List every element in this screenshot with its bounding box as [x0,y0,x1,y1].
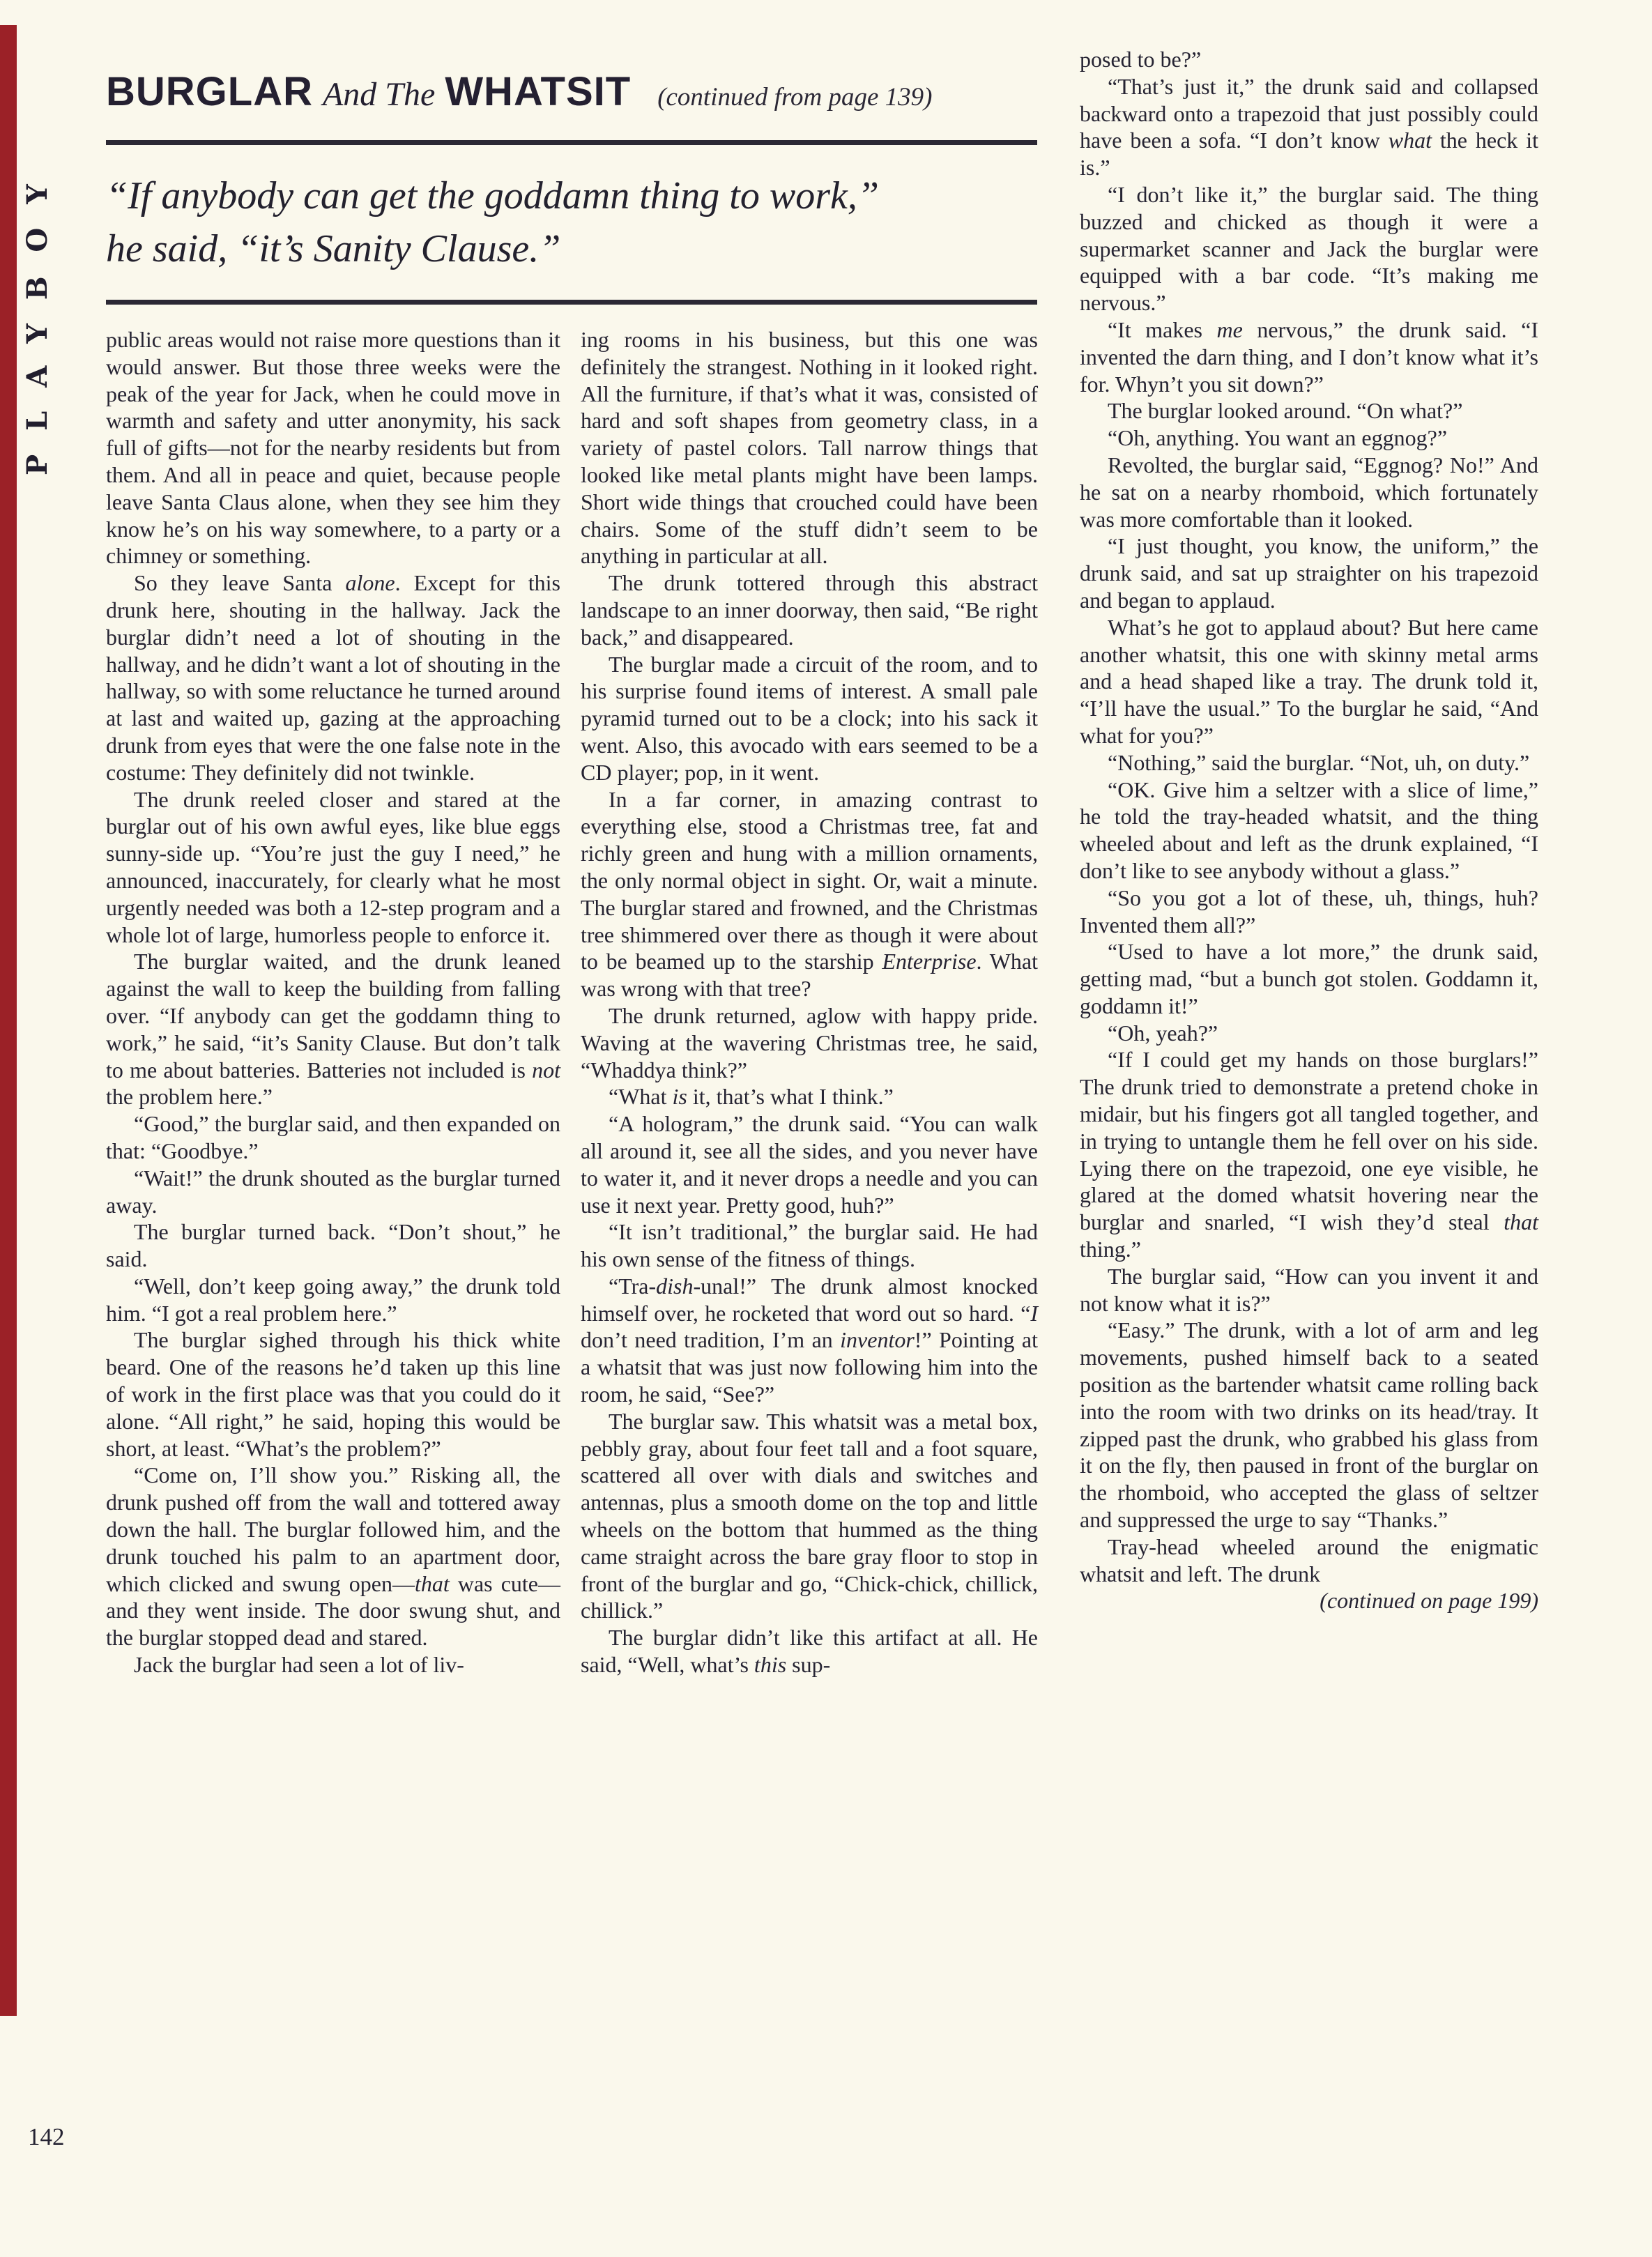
paragraph: Tray-head wheeled around the enigmatic whatsit and left. The drunk [1080,1533,1538,1586]
paragraph: The drunk reeled closer and stared at the burglar out of his own awful eyes, like blue eggs sunny-side up. “You’re just the guy I need,” he announced, inaccurately, for clearly what he most urgently needed was both a 12-step program and a whole lot of large, humorless people to enforce it. [106,786,560,947]
paragraph: “Nothing,” said the burglar. “Not, uh, on duty.” [1108,749,1530,775]
paragraph: “So you got a lot of these, uh, things, huh? Invented them all?” [1080,885,1538,938]
paragraph: In a far corner, in amazing contrast to everything else, stood a Christmas tree, fat and richly green and hung with a million ornaments, the only normal object in sight. Or, wait a minute. The burglar stared and frowned, and the Christmas tree shimmered over there as though it were about to be beamed up to the starship Enterprise. What was wrong with that tree? [581,786,1039,1002]
paragraph: posed to be?” [1080,47,1202,72]
paragraph: The burglar turned back. “Don’t shout,” he said. [106,1219,560,1272]
paragraph: “Come on, I’ll show you.” Risking all, the drunk pushed off from the wall and tottered away down the hall. The burglar followed him, and the drunk touched his palm to an apartment door, which clicked and swung open—that was cute—and they went inside. The door swung shut, and the burglar stopped dead and stared. [106,1462,561,1651]
magazine-spine-title: PLAYBOY [21,160,54,475]
paragraph: “I don’t like it,” the burglar said. The thing buzzed and chicked as though it were a supermarket scanner and Jack the burglar were equipped with a bar code. “It’s making me nervous.” [1080,181,1538,316]
paragraph: The burglar waited, and the drunk leaned against the wall to keep the building from falling over. “If anybody can get the goddamn thing to work,” he said, “it’s Sanity Clause. But don’t talk to me about batteries. Batteries not included is not the problem here.” [106,949,560,1110]
paragraph: The burglar saw. This whatsit was a metal box, pebbly gray, about four feet tall and a foot square, scattered all over with dials and switches and antennas, plus a smooth dome on the top and little wheels on the bottom that hummed as the thing came straight across the bare gray floor to stop in front of the burglar and go, “Chick-chick, chillick, chillick.” [581,1408,1038,1623]
text-column-1 [106,326,560,1678]
paragraph: So they leave Santa alone. Except for this drunk here, shouting in the hallway. Jack the burglar didn’t need a lot of shouting in the hallway, and he didn’t want a lot of shouting in the hallway, so with some reluctance he turned around at last and waited up, gazing at the approaching drunk from eyes that were the one false note in the costume: They definitely did not twinkle. [106,570,561,785]
paragraph: The burglar looked around. “On what?” [1108,398,1463,424]
article-title-part1: BURGLAR [106,69,313,114]
paragraph: The burglar didn’t like this artifact at all. He said, “Well, what’s this sup- [581,1625,1038,1678]
pull-quote [106,169,1054,275]
paragraph: “It isn’t traditional,” the burglar said. He had his own sense of the fitness of things. [581,1219,1038,1272]
paragraph: Jack the burglar had seen a lot of liv- [134,1652,464,1678]
paragraph: “Wait!” the drunk shouted as the burglar turned away. [106,1165,560,1218]
paragraph: “Well, don’t keep going away,” the drunk told him. “I got a real problem here.” [106,1273,560,1326]
paragraph: “A hologram,” the drunk said. “You can walk all around it, see all the sides, and you never have to water it, and it never drops a needle and you can use it next year. Pretty good, huh?” [581,1111,1038,1218]
paragraph: “Tra-dish-unal!” The drunk almost knocked himself over, he rocketed that word out so hard. “I don’t need tradition, I’m an inventor!” Pointing at a whatsit that was just now following him into the room, he said, “See?” [581,1273,1038,1407]
paragraph: (continued on page 199) [1320,1588,1538,1614]
paragraph: “Oh, yeah?” [1108,1020,1218,1046]
paragraph: “What is it, that’s what I think.” [609,1084,894,1110]
paragraph: What’s he got to applaud about? But here came another whatsit, this one with skinny metal arms and a head shaped like a tray. The drunk told it, “I’ll have the usual.” To the burglar he said, “And what for you?” [1080,614,1538,748]
continued-from-note: (continued from page 139) [657,83,933,112]
pull-quote-line-2: he said, “it’s Sanity Clause.” [106,227,561,270]
pull-quote-line-1: “If anybody can get the goddamn thing to work,” [106,174,880,217]
paragraph: “Oh, anything. You want an eggnog?” [1108,425,1448,451]
pull-quote-rule [106,300,1037,305]
paragraph: The burglar made a circuit of the room, and to his surprise found items of interest. A small pale pyramid turned out to be a clock; into his sack it went. Also, this avocado with ears seemed to be a CD player; pop, in it went. [581,651,1038,785]
paragraph: Revolted, the burglar said, “Eggnog? No!” And he sat on a nearby rhomboid, which fortunately was more comfortable than it looked. [1080,452,1538,532]
article-title-connector: And The [322,76,436,113]
paragraph: “Good,” the burglar said, and then expanded on that: “Goodbye.” [106,1111,560,1163]
paragraph: The burglar said, “How can you invent it and not know what it is?” [1080,1263,1538,1316]
header-rule [106,140,1037,145]
article-title-part2: WHATSIT [445,69,632,114]
text-column-3 [1080,46,1538,1614]
paragraph: “OK. Give him a seltzer with a slice of lime,” he told the tray-headed whatsit, and the thing wheeled about and left as the drunk explained, “I don’t like to see anybody without a glass.” [1080,776,1538,883]
paragraph: “That’s just it,” the drunk said and collapsed backward onto a trapezoid that just possibly could have been a sofa. “I don’t know what the heck it is.” [1080,73,1538,181]
paragraph: “Easy.” The drunk, with a lot of arm and leg movements, pushed himself back to a seated position as the bartender whatsit came rolling back into the room with two drinks on its head/tray. It zipped past the drunk, who grabbed his glass from it on the fly, then paused in front of the burglar on the rhomboid, who accepted the glass of seltzer and suppressed the urge to say “Thanks.” [1080,1317,1538,1533]
page-edge-strip [0,25,17,2016]
paragraph: “If I could get my hands on those burglars!” The drunk tried to demonstrate a pretend choke in midair, but his fingers got all tangled together, and in trying to untangle them he fell over on his side. Lying there on the trapezoid, one eye visible, he glared at the domed whatsit hovering near the burglar and snarled, “I wish they’d steal that thing.” [1080,1047,1538,1262]
paragraph: The drunk returned, aglow with happy pride. Waving at the wavering Christmas tree, he said, “Whaddya think?” [581,1002,1038,1082]
paragraph: The drunk tottered through this abstract landscape to an inner doorway, then said, “Be right back,” and disappeared. [581,570,1038,650]
paragraph: “I just thought, you know, the uniform,” the drunk said, and sat up straighter on his trapezoid and began to applaud. [1080,533,1538,613]
paragraph: The burglar sighed through his thick white beard. One of the reasons he’d taken up this line of work in the first place was that you could do it alone. “All right,” he said, hoping this would be short, at least. “What’s the problem?” [106,1327,560,1461]
page-number: 142 [28,2123,65,2150]
paragraph: “Used to have a lot more,” the drunk said, getting mad, “but a bunch got stolen. Goddamn it, goddamn it!” [1080,939,1538,1018]
text-column-2 [581,326,1038,1678]
paragraph: “It makes me nervous,” the drunk said. “I invented the darn thing, and I don’t know what it’s for. Whyn’t you sit down?” [1080,316,1539,397]
paragraph: public areas would not raise more questions than it would answer. But those three weeks were the peak of the year for Jack, when he could move in warmth and safety and utter anonymity, his sack full of gifts—not for the nearby residents but from them. And all in peace and quiet, because people leave Santa Claus alone, when they see him they know he’s on his way somewhere, to a party or a chimney or something. [106,327,560,569]
paragraph: ing rooms in his business, but this one was definitely the strangest. Nothing in it looked right. All the furniture, if that’s what it was, consisted of hard and soft shapes from geometry class, in a variety of pastel colors. Tall narrow things that looked like metal plants might have been lamps. Short wide things that crouched could have been chairs. Some of the stuff didn’t seem to be anything in particular at all. [581,327,1038,569]
article-header [106,68,1040,115]
